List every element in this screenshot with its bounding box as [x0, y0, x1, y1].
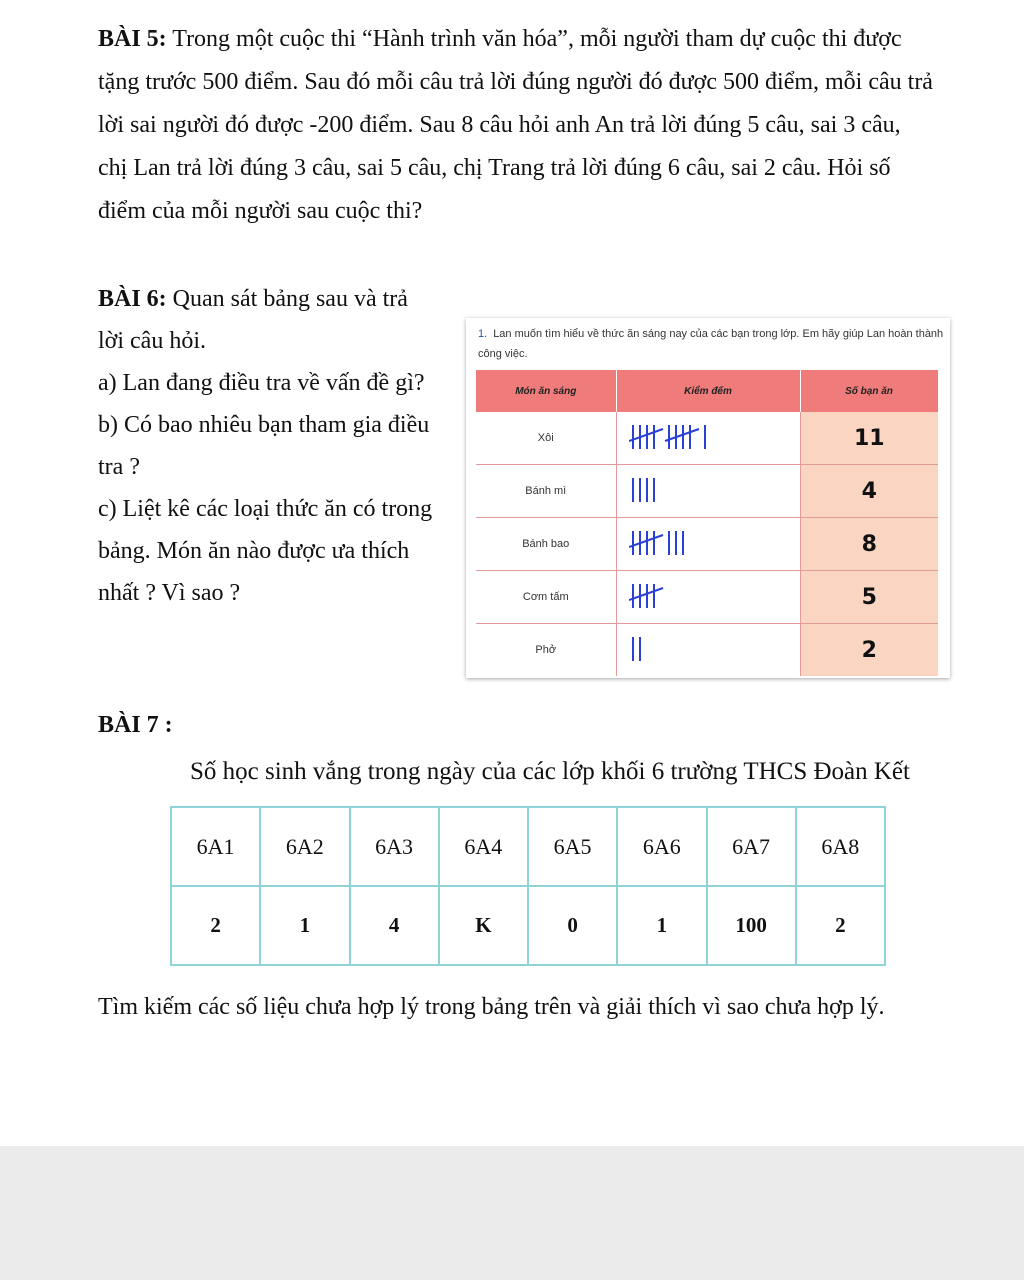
class-header-cell: 6A7	[707, 807, 796, 886]
absence-value-cell: K	[439, 886, 528, 965]
absence-table-caption: Số học sinh vắng trong ngày của các lớp khối 6 trường THCS Đoàn Kết	[190, 758, 910, 785]
exercise-5-line-3: lời sai người đó được -200 điểm. Sau 8 câu hỏi anh An trả lời đúng 5 câu, sai 3 câu,	[98, 112, 901, 138]
class-header-cell: 6A5	[528, 807, 617, 886]
class-header-cell: 6A1	[171, 807, 260, 886]
exercise-5-text: Trong một cuộc thi “Hành trình văn hóa”, mỗi người tham dự cuộc thi được	[172, 26, 902, 52]
exercise-6-line-2: lời câu hỏi.	[98, 328, 206, 354]
tally-dish: Phở	[535, 644, 557, 656]
absence-value-cell: 4	[350, 886, 439, 965]
tally-dish: Xôi	[476, 412, 616, 465]
class-header-row	[171, 807, 885, 886]
exercise-5	[98, 18, 948, 233]
exercise-6	[98, 278, 448, 614]
absence-value-cell: 1	[260, 886, 349, 965]
tally-marks-icon	[629, 633, 779, 665]
tally-intro-line-2: công việc.	[478, 348, 528, 360]
class-header-cell: 6A4	[439, 807, 528, 886]
exercise-7-task: Tìm kiếm các số liệu chưa hợp lý trong bảng trên và giải thích vì sao chưa hợp lý.	[98, 994, 885, 1020]
class-header-cell: 6A2	[260, 807, 349, 886]
tally-marks-icon	[629, 580, 779, 612]
question-b-cont: tra ?	[98, 454, 140, 480]
tally-row	[476, 412, 938, 465]
footer-band	[0, 1146, 1024, 1280]
exercise-5-line-1	[98, 18, 948, 61]
tally-marks	[616, 624, 800, 677]
question-a: a) Lan đang điều tra về vấn đề gì?	[98, 370, 425, 396]
exercise-5-label: BÀI 5:	[98, 26, 167, 52]
tally-marks-icon	[629, 421, 779, 453]
exercise-6-line-1	[98, 278, 448, 320]
question-b: b) Có bao nhiêu bạn tham gia điều	[98, 412, 430, 438]
tally-dish: Cơm tấm	[476, 571, 616, 624]
question-c-cont-2: nhất ? Vì sao ?	[98, 580, 241, 606]
absence-value-cell: 2	[796, 886, 885, 965]
exercise-6-text: Quan sát bảng sau và trả	[172, 286, 408, 312]
exercise-5-line-2: tặng trước 500 điểm. Sau đó mỗi câu trả lời đúng người đó được 500 điểm, mỗi câu trả	[98, 69, 933, 95]
absence-table	[170, 806, 886, 966]
class-header-cell: 6A8	[796, 807, 885, 886]
absence-value-cell: 1	[617, 886, 706, 965]
tally-count: 4	[800, 465, 938, 518]
tally-intro-number: 1.	[478, 328, 488, 340]
tally-dish: Bánh bao	[476, 518, 616, 571]
exercise-7-label: BÀI 7 :	[98, 712, 173, 738]
tally-count: 11	[800, 412, 938, 465]
absence-value-cell: 2	[171, 886, 260, 965]
tally-intro-line-1: Lan muốn tìm hiểu về thức ăn sáng nay của các bạn trong lớp. Em hãy giúp Lan hoàn thành	[493, 328, 944, 340]
class-header-cell: 6A6	[617, 807, 706, 886]
exercise-6-label: BÀI 6:	[98, 286, 167, 312]
exercise-5-line-5: điểm của mỗi người sau cuộc thi?	[98, 198, 423, 224]
tally-header-marks: Kiểm đếm	[616, 370, 800, 412]
question-c-cont-1: bảng. Món ăn nào được ưa thích	[98, 538, 410, 564]
tally-marks	[616, 412, 800, 465]
tally-count: 5	[800, 571, 938, 624]
tally-count: 8	[800, 518, 938, 571]
tally-header-count: Số bạn ăn	[800, 370, 938, 412]
tally-table	[476, 370, 939, 676]
tally-dish: Bánh mì	[476, 465, 616, 518]
absence-value-cell: 0	[528, 886, 617, 965]
tally-row	[476, 624, 938, 677]
tally-marks	[616, 518, 800, 571]
tally-header-dish: Món ăn sáng	[476, 370, 616, 412]
tally-marks-icon	[629, 474, 779, 506]
tally-row	[476, 465, 938, 518]
exercise-5-line-4: chị Lan trả lời đúng 3 câu, sai 5 câu, chị Trang trả lời đúng 6 câu, sai 2 câu. Hỏi số	[98, 155, 891, 181]
absence-value-cell: 100	[707, 886, 796, 965]
tally-marks	[616, 465, 800, 518]
tally-marks-icon	[629, 527, 779, 559]
tally-count: 2	[800, 624, 938, 677]
tally-figure	[466, 318, 950, 678]
tally-intro	[478, 324, 948, 364]
tally-row	[476, 571, 938, 624]
absence-values-row	[171, 886, 885, 965]
class-header-cell: 6A3	[350, 807, 439, 886]
tally-marks	[616, 571, 800, 624]
tally-row	[476, 518, 938, 571]
question-c: c) Liệt kê các loại thức ăn có trong	[98, 496, 433, 522]
